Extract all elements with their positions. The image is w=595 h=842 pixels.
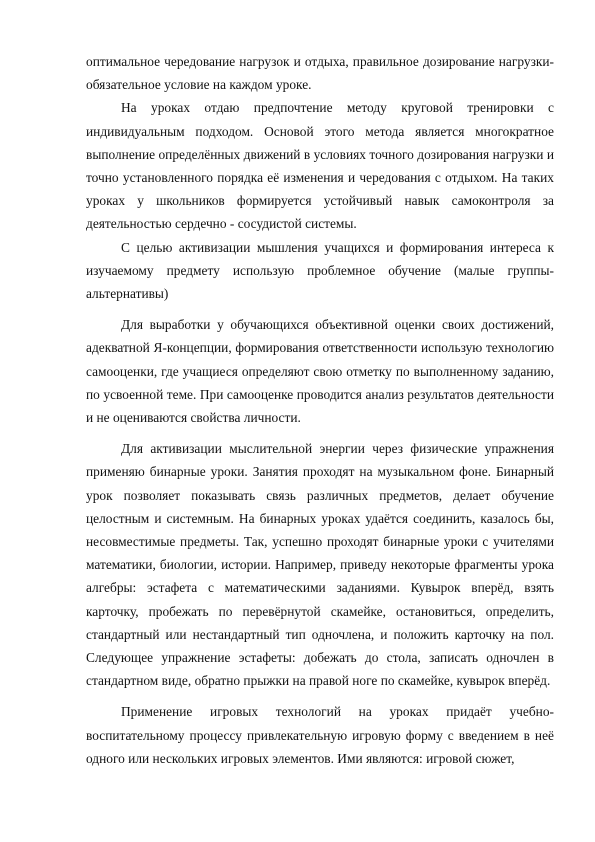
- paragraph-continuation: оптимальное чередование нагрузок и отдыха, правильное дозирование нагрузки-обязательное условие на каждом уроке.: [86, 54, 554, 93]
- paragraph-self-assessment: Для выработки у обучающихся объективной оценки своих достижений, адекватной Я-концепции, формирования ответственности использую технологию самооценки, где учащиеся определяют свою отметку по выполненному заданию, по усвоенной теме. При самооценке проводится анализ результатов деятельности и не оцениваются свойства личности.: [86, 317, 554, 426]
- body-text: [86, 50, 554, 770]
- paragraph-circuit-training: На уроках отдаю предпочтение методу круговой тренировки с индивидуальным подходом. Основой этого метода является многократное выполнение определённых движений в условиях точного дозирования нагрузки и точно установленного порядка её изменения и чередования с отдыхом. На таких уроках у школьников формируется устойчивый навык самоконтроля за деятельностью сердечно - сосудистой системы.: [86, 100, 554, 232]
- paragraph-game-technologies: Применение игровых технологий на уроках придаёт учебно-воспитательному процессу привлекательную игровую форму с введением в неё одного или нескольких игровых элементов. Ими являются: игровой сюжет,: [86, 704, 554, 766]
- paragraph-binary-lessons: Для активизации мыслительной энергии через физические упражнения применяю бинарные уроки. Занятия проходят на музыкальном фоне. Бинарный урок позволяет показывать связь различных предметов, делает обучение целостным и системным. На бинарных уроках удаётся соединить, казалось бы, несовместимые предметы. Так, успешно проходят бинарные уроки с учителями математики, биологии, истории. Например, приведу некоторые фрагменты урока алгебры: эстафета с математическими заданиями. Кувырок вперёд, взять карточку, пробежать по перевёрнутой скамейке, остановиться, определить, стандартный или нестандартный тип одночлена, и положить карточку на пол. Следующее упражнение эстафеты: добежать до стола, записать одночлен в стандартном виде, обратно прыжки на правой ноге по скамейке, кувырок вперёд.: [86, 441, 554, 689]
- paragraph-problem-learning: С целью активизации мышления учащихся и формирования интереса к изучаемому предмету использую проблемное обучение (малые группы-альтернативы): [86, 239, 554, 302]
